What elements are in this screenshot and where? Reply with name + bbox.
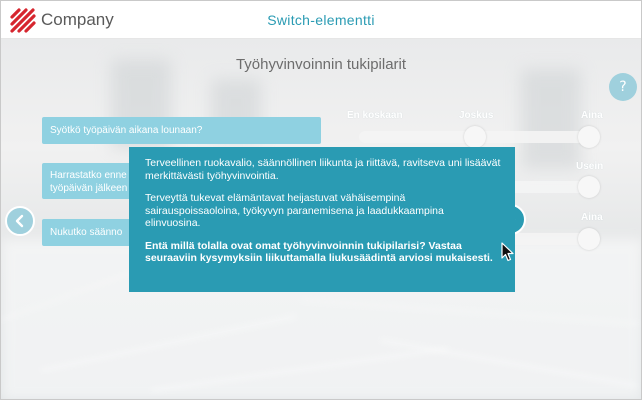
- popup-paragraph: Terveyttä tukevat elämäntavat heijastuvat vähäisempinä sairauspoissaoloina, työkyvyn paranemisena ja laadukkaampina elinvuosina.: [145, 192, 444, 229]
- mouse-pointer-icon: [501, 242, 515, 262]
- popup-instruction: Entä millä tolalla ovat omat työhyvinvoinnin tukipilarisi? Vastaa seuraaviin kysymyksiin liikuttamalla liukusäädintä arviosi mukaisesti.: [145, 239, 493, 264]
- help-icon: ?: [619, 79, 627, 95]
- previous-button[interactable]: [5, 206, 35, 236]
- scale-label-often: Usein: [576, 161, 604, 172]
- brand-name: Company: [41, 10, 114, 29]
- section-title: Työhyvinvoinnin tukipilarit: [235, 56, 407, 73]
- question-line: työpäivän jälkeen: [50, 183, 128, 194]
- question-line: Harrastatko enne: [50, 170, 127, 181]
- question-sleep: Nukutko säänno: [42, 219, 321, 246]
- page-title: Switch-elementti: [267, 12, 375, 28]
- question-lunch: Syötkö työpäivän aikana lounaan?: [42, 117, 321, 144]
- popup-paragraph: Terveellinen ruokavalio, säännöllinen liikunta ja riittävä, ravitseva uni lisäävät merkittävästi työhyvinvointia.: [145, 157, 501, 182]
- scale-label-always: Aina: [581, 110, 603, 121]
- help-button[interactable]: [609, 73, 637, 101]
- scale-label-sometimes: Joskus: [459, 110, 494, 121]
- slider-knob[interactable]: [578, 126, 600, 148]
- slider-knob[interactable]: [578, 228, 600, 250]
- info-popup: [129, 147, 515, 292]
- scale-label-always: Aina: [581, 212, 603, 223]
- scale-label-never: En koskaan: [347, 110, 403, 121]
- chevron-left-icon: [13, 214, 27, 228]
- slider-knob[interactable]: [464, 126, 486, 148]
- header-bar: [1, 1, 641, 39]
- slider-knob[interactable]: [578, 176, 600, 198]
